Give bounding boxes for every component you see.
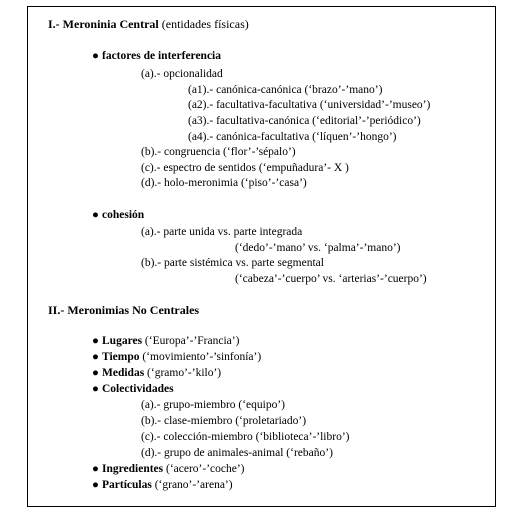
list-item-lugares [92,334,239,348]
item-example: (‘grano’-’arena’) [154,479,233,491]
list-item-a3: (a3).- facultativa-canónica (‘editorial’-’periódico’) [188,115,421,127]
bullet-icon: ● [92,463,99,475]
item-example: (‘Europa’-’Francia’) [144,335,240,347]
group-interference-label: factores de interferencia [102,50,221,62]
list-item-grupo-miembro: (a).- grupo-miembro (‘equipo’) [141,399,286,411]
group-interference [92,49,221,63]
item-label: Tiempo [102,351,140,363]
list-item-parte-unida-example: (‘dedo’-’mano’ vs. ‘palma’-’mano’) [235,242,401,254]
item-label: Colectividades [102,383,174,395]
list-item-particulas [92,478,233,492]
list-item-parte-sistemica-example: (‘cabeza’-’cuerpo’ vs. ‘arterias’-’cuerpo’) [235,273,427,285]
bullet-icon: ● [92,479,99,491]
group-cohesion-label: cohesión [102,209,145,221]
list-item-parte-unida: (a).- parte unida vs. parte integrada [141,226,303,238]
list-item-congruencia: (b).- congruencia (‘flor’-’sépalo’) [141,146,296,158]
item-label: Lugares [102,335,143,347]
group-cohesion [92,208,144,222]
list-item-a4: (a4).- canónica-facultativa (‘líquen’-’hongo’) [188,131,397,143]
list-item-clase-miembro: (b).- clase-miembro (‘proletariado’) [141,415,307,427]
list-item-ingredientes [92,462,245,476]
list-item-coleccion-miembro: (c).- colección-miembro (‘biblioteca’-’libro’) [141,431,350,443]
list-item-medidas [92,366,221,380]
list-item-a2: (a2).- facultativa-facultativa (‘universidad’-’museo’) [188,99,431,111]
list-item-espectro: (c).- espectro de sentidos (‘empuñadura’- X ) [141,162,349,174]
item-label: Medidas [102,367,145,379]
section-1-title: I.- Meroninia Central [48,17,159,31]
list-item-parte-sistemica: (b).- parte sistémica vs. parte segmental [141,257,324,269]
list-item-grupo-animales: (d).- grupo de animales-animal (‘rebaño’) [141,447,333,459]
section-2-title: II.- Meronimias No Centrales [48,303,200,317]
item-example: (‘acero’-’coche’) [166,463,245,475]
bullet-icon: ● [92,50,99,62]
item-example: (‘gramo’-’kilo’) [147,367,222,379]
list-item-tiempo [92,350,261,364]
list-item-a1: (a1).- canónica-canónica (‘brazo’-’mano’) [188,84,383,96]
item-label: Ingredientes [102,463,164,475]
bullet-icon: ● [92,209,99,221]
list-item-holo-meronimia: (d).- holo-meronimia (‘piso’-’casa’) [141,177,307,189]
bullet-icon: ● [92,383,99,395]
section-1-heading [48,17,249,31]
bullet-icon: ● [92,335,99,347]
bullet-icon: ● [92,367,99,379]
list-item-opcionalidad: (a).- opcionalidad [141,68,223,80]
bullet-icon: ● [92,351,99,363]
list-item-colectividades [92,382,174,396]
item-example: (‘movimiento’-’sinfonía’) [142,351,262,363]
section-1-subtitle: (entidades físicas) [161,17,249,31]
item-label: Partículas [102,479,152,491]
